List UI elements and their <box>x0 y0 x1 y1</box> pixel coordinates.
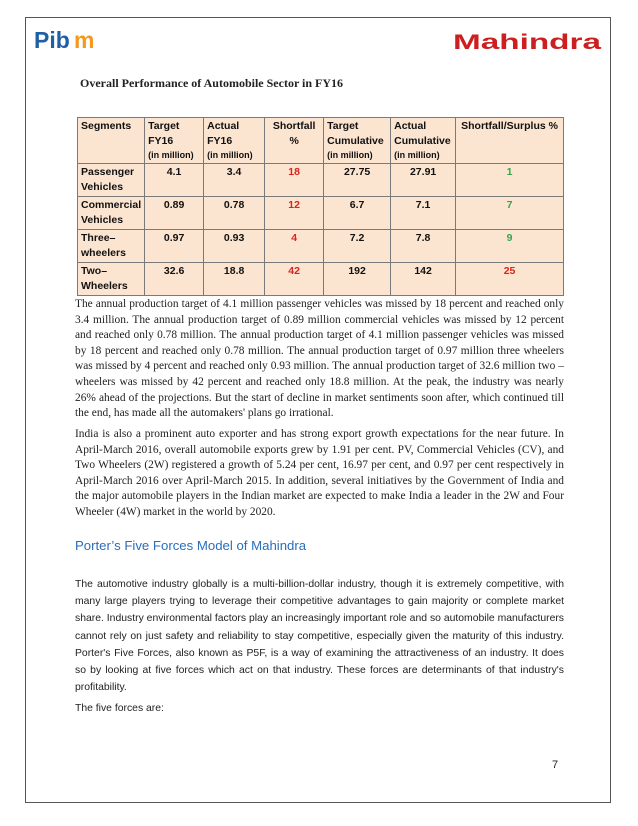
paragraph-porter-intro: The automotive industry globally is a multi-billion-dollar industry, though it is extremely competitive, with many large players trying to leverage their competitive advantages to gain majority or complete market share. Industry environmental factors play an increasingly important role and so automobile manufacturers cannot rely on just safety and reliability to stay competitive, especially given the maturity of this industry. Porter's Five Forces, also known as P5F, is a way of examining the attractiveness of an industry. It does so by looking at five forces which act on that industry. These forces are determinants of that industry's profitability. <box>75 579 564 694</box>
cell-actual-cumulative: 7.1 <box>391 197 456 230</box>
cell-target-cumulative: 27.75 <box>324 164 391 197</box>
cell-shortfall: 12 <box>265 197 324 230</box>
pibm-logo <box>34 27 96 53</box>
cell-shortfall: 18 <box>265 164 324 197</box>
table-row <box>78 197 564 230</box>
svg-text:Mahindra: Mahindra <box>453 31 602 52</box>
cell-segment: Passenger Vehicles <box>78 164 145 197</box>
cell-actual: 18.8 <box>204 263 265 296</box>
cell-segment: Commercial Vehicles <box>78 197 145 230</box>
header-target-cumulative: Target Cumulative (in million) <box>324 118 391 164</box>
header-segments: Segments <box>78 118 145 164</box>
cell-segment: Two– Wheelers <box>78 263 145 296</box>
svg-text:m: m <box>74 27 95 53</box>
page-number: 7 <box>552 759 559 771</box>
cell-actual: 0.78 <box>204 197 265 230</box>
cell-shortfall-surplus: 25 <box>456 263 564 296</box>
paragraph-exports: India is also a prominent auto exporter and has strong export growth expectations for the near future. In April-March 2016, overall automobile exports grew by 1.91 per cent. PV, Commercial Vehicles (CV), and Two Wheelers (2W) registered a growth of 5.24 per cent, 16.97 per cent, and 0.97 per cent respectively in April-March 2016 over April-March 2015. In addition, several initiatives by the Government of India and the major automobile players in the Indian market are expected to make India a leader in the 2W and Four Wheeler (4W) market in the world by 2020. <box>75 428 564 518</box>
cell-target-cumulative: 192 <box>324 263 391 296</box>
table-title: Overall Performance of Automobile Sector in FY16 <box>80 76 344 90</box>
header-actual-cumulative: Actual Cumulative (in million) <box>391 118 456 164</box>
paragraph-five-forces: The five forces are: <box>75 703 164 714</box>
cell-target: 0.97 <box>145 230 204 263</box>
cell-target: 32.6 <box>145 263 204 296</box>
svg-text:Pib: Pib <box>34 27 70 53</box>
paragraph-production-targets: The annual production target of 4.1 million passenger vehicles was missed by 18 percent and reached only 3.4 million. The annual production target of 0.89 million commercial vehicles was missed by 12 percent and reached only 0.78 million. The annual production target of 4.1 million passenger vehicles was missed by 18 percent and reached only 0.78 million. The annual production target of 0.97 million three wheelers was missed by 4 percent and reached only 0.93 million. The annual production target of 32.6 million two – wheelers was missed by 42 percent and reached only 18.8 million. At the peak, the industry was nearly 26% ahead of the projections. But the start of decline in market sentiments soon after, which continued till the end, has made all the automakers' plans go irrational. <box>75 298 564 420</box>
cell-shortfall-surplus: 1 <box>456 164 564 197</box>
header-target-fy16: Target FY16 (in million) <box>145 118 204 164</box>
section-heading: Porter’s Five Forces Model of Mahindra <box>75 538 307 553</box>
mahindra-logo <box>453 30 603 52</box>
cell-actual-cumulative: 7.8 <box>391 230 456 263</box>
cell-shortfall: 42 <box>265 263 324 296</box>
header-shortfall: Shortfall % <box>265 118 324 164</box>
cell-actual-cumulative: 142 <box>391 263 456 296</box>
cell-shortfall-surplus: 9 <box>456 230 564 263</box>
header-shortfall-surplus: Shortfall/Surplus % <box>456 118 564 164</box>
cell-shortfall-surplus: 7 <box>456 197 564 230</box>
cell-segment: Three– wheelers <box>78 230 145 263</box>
cell-shortfall: 4 <box>265 230 324 263</box>
cell-actual: 0.93 <box>204 230 265 263</box>
table-row <box>78 164 564 197</box>
cell-actual-cumulative: 27.91 <box>391 164 456 197</box>
cell-target-cumulative: 7.2 <box>324 230 391 263</box>
table-header-row <box>78 118 564 164</box>
cell-target: 4.1 <box>145 164 204 197</box>
performance-table <box>77 117 564 296</box>
table-row <box>78 230 564 263</box>
cell-target: 0.89 <box>145 197 204 230</box>
header-actual-fy16: Actual FY16 (in million) <box>204 118 265 164</box>
table-row <box>78 263 564 296</box>
cell-actual: 3.4 <box>204 164 265 197</box>
cell-target-cumulative: 6.7 <box>324 197 391 230</box>
